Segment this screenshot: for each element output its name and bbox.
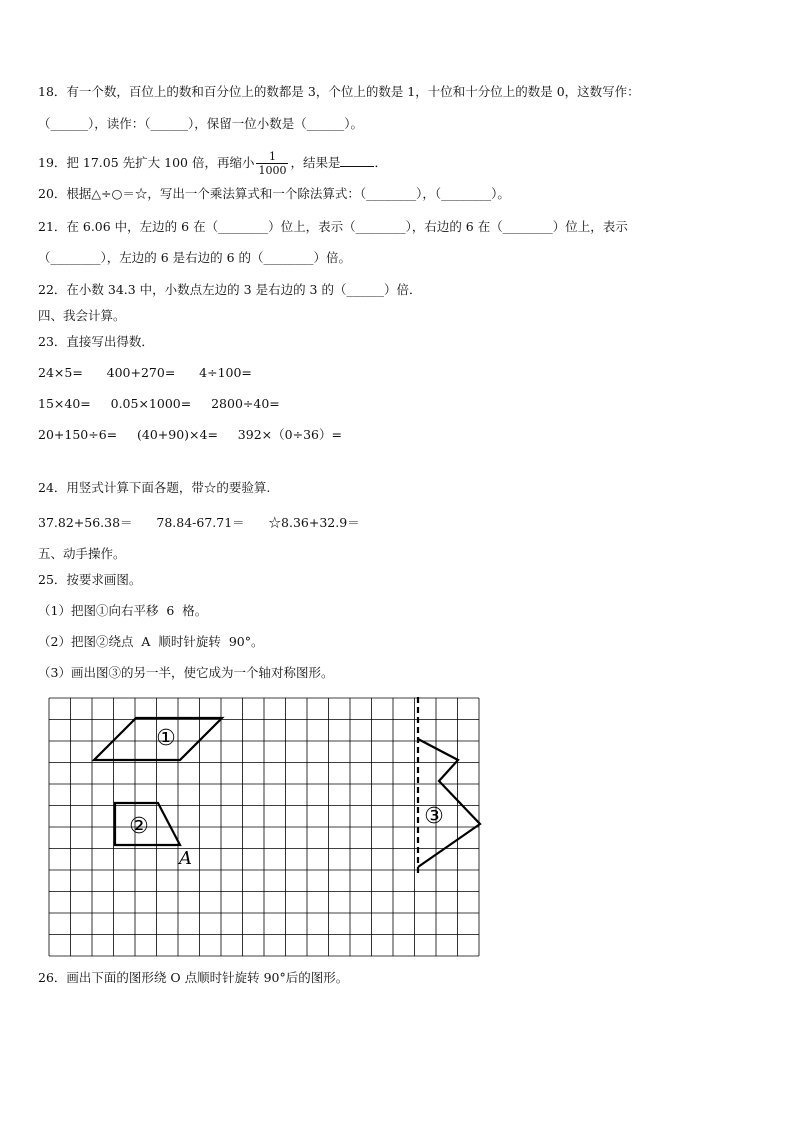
point-a-label: A — [179, 848, 192, 869]
shape-2-label: ② — [129, 814, 149, 839]
q19-frac-num: 1 — [268, 150, 276, 163]
q24-title: 24．用竖式计算下面各题，带☆的要验算. — [38, 480, 271, 495]
q25-sub1: （1）把图①向右平移 6 格。 — [38, 603, 208, 618]
q19-frac-den: 1000 — [258, 164, 287, 177]
shape-3-label: ③ — [424, 804, 444, 829]
q23-row2: 15×40= 0.05×1000= 2800÷40= — [38, 396, 280, 411]
q21-line1: 21．在 6.06 中，左边的 6 在（________）位上，表示（________），右边的 6 在（________）位上，表示 — [38, 219, 628, 234]
q22: 22．在小数 34.3 中，小数点左边的 3 是右边的 3 的（______）倍． — [38, 282, 422, 297]
q19-fraction — [256, 150, 288, 177]
q24-row: 37.82+56.38＝ 78.84-67.71＝ ☆8.36+32.9＝ — [38, 515, 360, 530]
q20: 20．根据△÷○＝☆，写出一个乘法算式和一个除法算式：（________），（________）。 — [38, 186, 510, 201]
q23-title: 23．直接写出得数． — [38, 334, 154, 349]
q25-sub3: （3）画出图③的另一半，使它成为一个轴对称图形。 — [38, 665, 334, 680]
section5-title: 五、动手操作。 — [38, 546, 126, 561]
q19 — [38, 149, 387, 177]
q18-line2: （______），读作：（______），保留一位小数是（______）。 — [38, 116, 364, 131]
q19-before: 19．把 17.05 先扩大 100 倍，再缩小 — [38, 155, 255, 170]
q23-row1: 24×5= 400+270= 4÷100= — [38, 365, 252, 380]
drawing-grid[interactable] — [48, 697, 488, 957]
shape-3-half-figure — [418, 739, 480, 867]
section4-title: 四、我会计算。 — [38, 308, 126, 323]
q19-after: ，结果是 — [290, 155, 341, 170]
q19-answer-blank[interactable] — [340, 154, 374, 167]
shape-1-label: ① — [156, 726, 176, 751]
q23-row3: 20+150÷6= (40+90)×4= 392×（0÷36）= — [38, 427, 342, 442]
q21-line2: （________），左边的 6 是右边的 6 的（________）倍。 — [38, 250, 352, 265]
q26: 26．画出下面的图形绕 O 点顺时针旋转 90°后的图形。 — [38, 970, 349, 985]
q25-sub2: （2）把图②绕点 A 顺时针旋转 90°。 — [38, 634, 264, 649]
q25-title: 25．按要求画图。 — [38, 572, 142, 587]
q19-end: ． — [374, 155, 387, 170]
q18-line1: 18．有一个数，百位上的数和百分位上的数都是 3，个位上的数是 1，十位和十分位上的数是 0，这数写作： — [38, 84, 640, 99]
grid-lines — [49, 698, 479, 956]
